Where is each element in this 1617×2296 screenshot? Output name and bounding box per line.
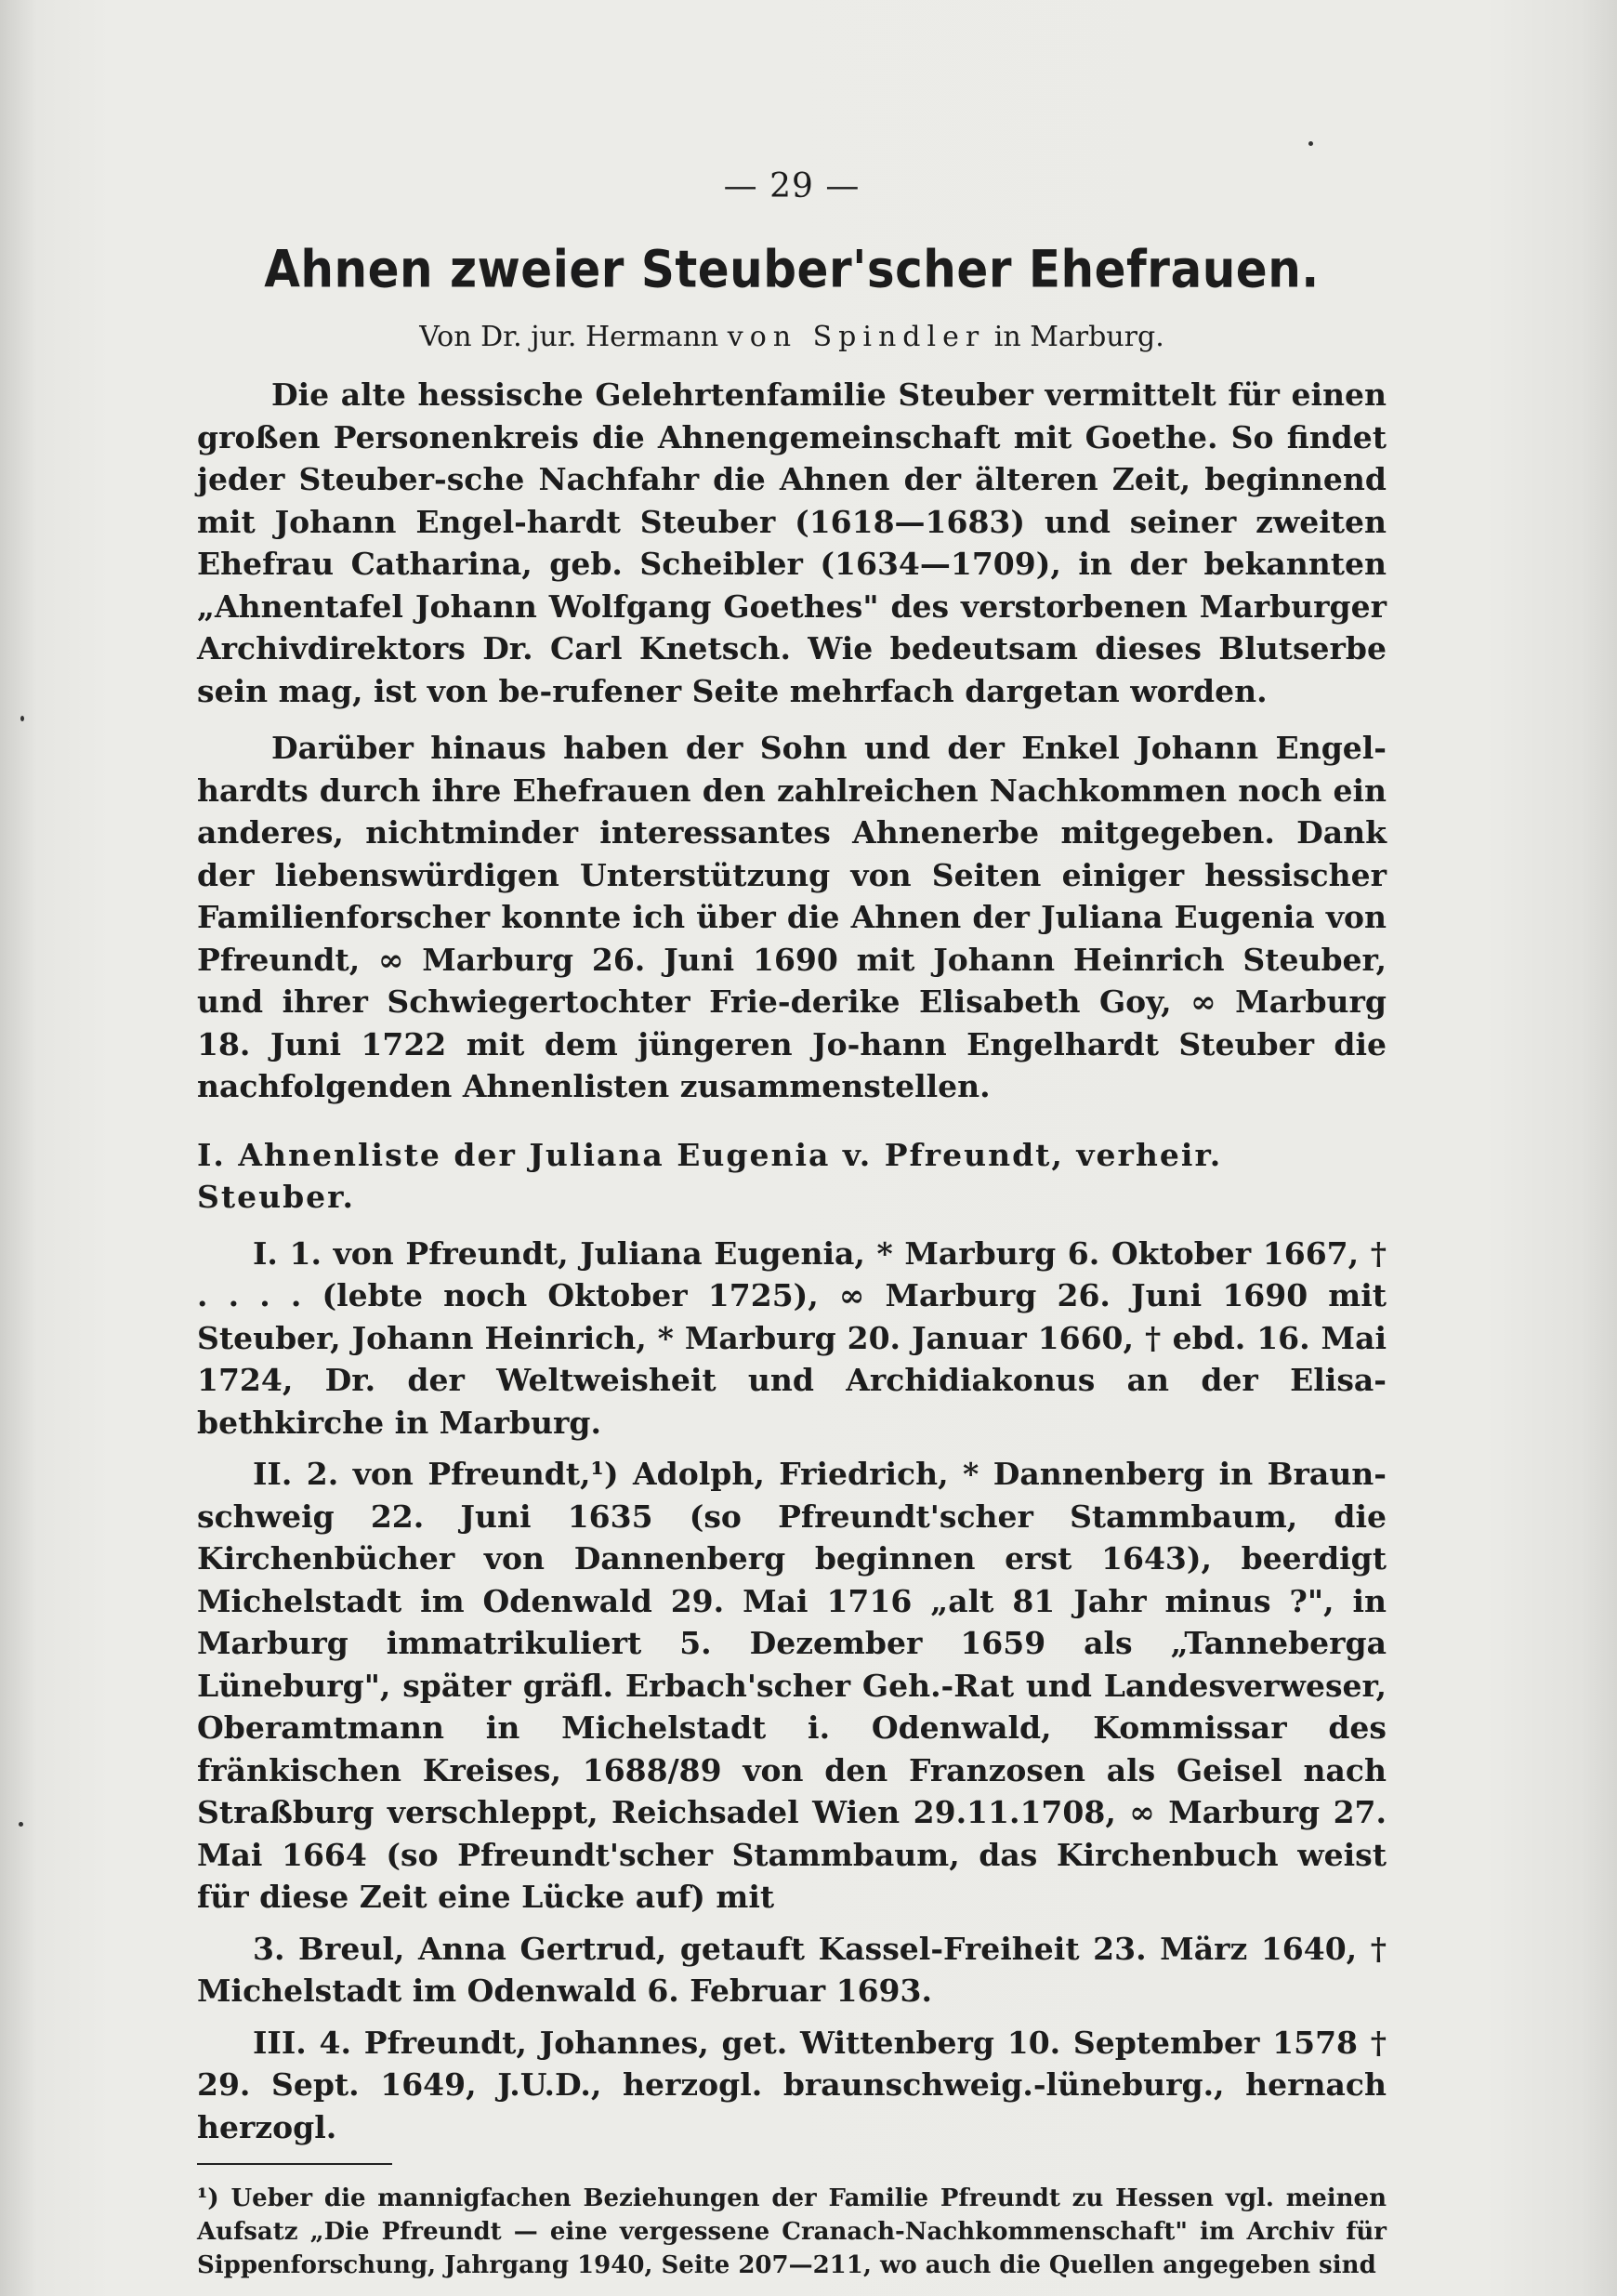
entry-II-2: II. 2. von Pfreundt,¹) Adolph, Friedrich, * Dannenberg in Braun-schweig 22. Juni 1635 (so Pfreundt'scher Stammbaum, die Kirchenbücher von Dannenberg beginnen erst 1643), beerdigt Michelstadt im Odenwald 29. Mai 1716 „alt 81 Jahr minus ?", in Marburg immatrikuliert 5. Dezember 1659 als „Tanneberga Lüneburg", später gräfl. Erbach'scher Geh.-Rat und Landesverweser, Oberamtmann in Michelstadt i. Odenwald, Kommissar des fränkischen Kreises, 1688/89 von den Franzosen als Geisel nach Straßburg verschleppt, Reichsadel Wien 29.11.1708, ∞ Marburg 27. Mai 1664 (so Pfreundt'scher Stammbaum, das Kirchenbuch weist für diese Zeit eine Lücke auf) mit [197,1456,1387,1915]
byline-suffix: in Marburg. [993,321,1164,353]
second-paragraph: Darüber hinaus haben der Sohn und der Enkel Johann Engel-hardts durch ihre Ehefrauen den zahlreichen Nachkommen noch ein anderes, nichtminder interessantes Ahnenerbe mitgegeben. Dank der liebenswürdigen Unterstützung von Seiten einiger hessischer Familienforscher konnte ich über die Ahnen der Juliana Eugenia von Pfreundt, ∞ Marburg 26. Juni 1690 mit Johann Heinrich Steuber, und ihrer Schwiegertochter Frie-derike Elisabeth Goy, ∞ Marburg 18. Juni 1722 mit dem jüngeren Jo-hann Engelhardt Steuber die nachfolgenden Ahnenlisten zusammenstellen. [197,730,1387,1104]
byline-prefix: Von Dr. jur. Hermann [419,321,719,353]
section-heading: I. Ahnenliste der Juliana Eugenia v. Pfreundt, verheir. Steuber. [197,1136,1223,1215]
footnote-rule [197,2163,392,2165]
entry-III-4: III. 4. Pfreundt, Johannes, get. Wittenberg 10. September 1578 † 29. Sept. 1649, J.U.D., herzogl. braunschweig.-lüneburg., hernach herzogl. [197,2024,1387,2145]
scan-speck [20,716,24,721]
entry-I-1: I. 1. von Pfreundt, Juliana Eugenia, * Marburg 6. Oktober 1667, † . . . . (lebte noch Oktober 1725), ∞ Marburg 26. Juni 1690 mit Steuber, Johann Heinrich, * Marburg 20. Januar 1660, † ebd. 16. Mai 1724, Dr. der Weltweisheit und Archidiakonus an der Elisa-bethkirche in Marburg. [197,1234,1387,1441]
footnote: ¹) Ueber die mannigfachen Beziehungen der Familie Pfreundt zu Hessen vgl. meinen Aufsatz „Die Pfreundt — eine vergessene Cranach-Nachkommenschaft" im Archiv für Sippenforschung, Jahrgang 1940, Seite 207—211, wo auch die Quellen angegeben sind [197,2184,1387,2279]
intro-paragraph: Die alte hessische Gelehrtenfamilie Steuber vermittelt für einen großen Personenkreis die Ahnengemeinschaft mit Goethe. So findet jeder Steuber-sche Nachfahr die Ahnen der älteren Zeit, beginnend mit Johann Engel-hardt Steuber (1618—1683) und seiner zweiten Ehefrau Catharina, geb. Scheibler (1634—1709), in der bekannten „Ahnentafel Johann Wolfgang Goethes" des verstorbenen Marburger Archivdirektors Dr. Carl Knetsch. Wie bedeutsam dieses Blutserbe sein mag, ist von be-rufener Seite mehrfach dargetan worden. [197,376,1387,709]
scan-speck [19,1822,23,1827]
author-name: von Spindler [727,321,986,353]
text-block [197,167,1387,2282]
article-title: Ahnen zweier Steuber'scher Ehefrauen. [264,240,1320,299]
entry-3: 3. Breul, Anna Gertrud, getauft Kassel-Freiheit 23. März 1640, † Michelstadt im Odenwald 6. Februar 1693. [197,1930,1387,2009]
byline [197,321,1387,353]
page-number: — 29 — [723,167,861,205]
scan-speck [1308,141,1313,146]
